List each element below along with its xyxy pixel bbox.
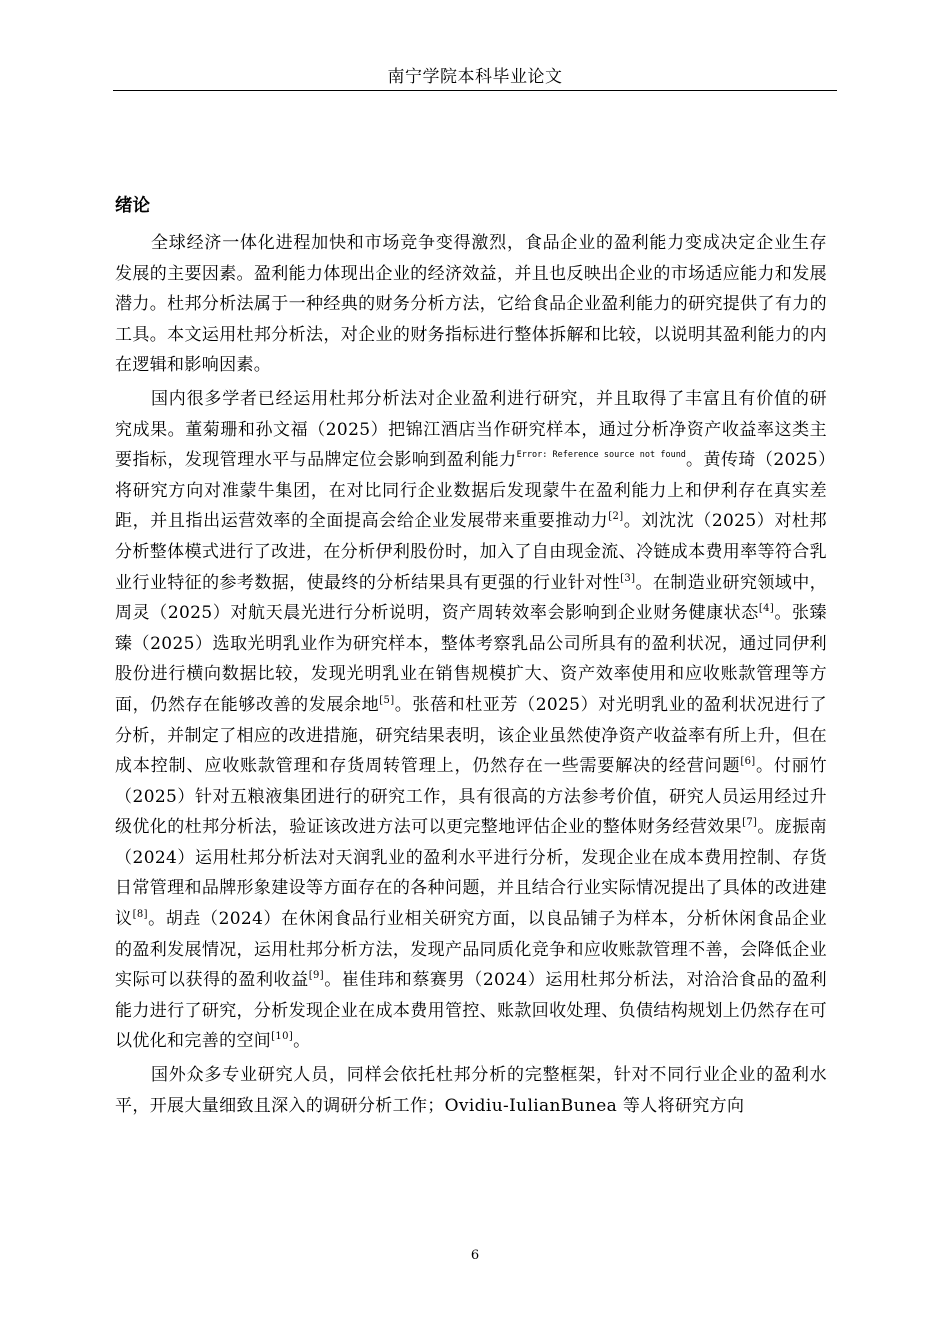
- body-text: [115, 228, 827, 1124]
- paragraph-text: 。在制造业研究领域中，周灵（2025）对航天晨光进行分析说明，资产周转效率会影响到企业财务健康状态: [115, 572, 827, 624]
- paragraph-text: 。刘沈沈（2025）对杜邦分析整体模式进行了改进，在分析伊利股份时，加入了自由现金流、冷链成本费用率等符合乳业行业特征的参考数据，使最终的分析结果具有更强的行业针对性: [115, 511, 827, 593]
- citation-marker: [10]: [271, 1031, 294, 1043]
- citation-marker: [3]: [620, 572, 636, 584]
- citation-marker: [8]: [132, 909, 148, 921]
- body-paragraph: [115, 1060, 827, 1121]
- citation-marker: [2]: [608, 511, 624, 523]
- paragraph-text: 国外众多专业研究人员，同样会依托杜邦分析的完整框架，针对不同行业企业的盈利水平，开展大量细致且深入的调研分析工作；Ovidiu-IulianBunea 等人将研究方向: [115, 1065, 827, 1116]
- citation-marker: [9]: [308, 970, 325, 982]
- paragraph-text: 全球经济一体化进程加快和市场竞争变得激烈，食品企业的盈利能力变成决定企业生存发展的主要因素。盈利能力体现出企业的经济效益，并且也反映出企业的市场适应能力和发展潜力。杜邦分析法属于一种经典的财务分析方法，它给食品企业盈利能力的研究提供了有力的工具。本文运用杜邦分析法，对企业的财务指标进行整体拆解和比较，以说明其盈利能力的内在逻辑和影响因素。: [115, 233, 827, 376]
- page-number: 6: [470, 1248, 480, 1263]
- running-header-title: 南宁学院本科毕业论文: [387, 67, 563, 87]
- paragraph-text: 。黄传琦（2025）将研究方向对准蒙牛集团，在对比同行企业数据后发现蒙牛在盈利能力上和伊利存在真实差距，并且指出运营效率的全面提高会给企业发展带来重要推动力: [115, 450, 827, 532]
- paragraph-text: 。张臻臻（2025）选取光明乳业作为研究样本，整体考察乳品公司所具有的盈利状况，通过同伊利股份进行横向数据比较，发现光明乳业在销售规模扩大、资产效率使用和应收账款管理等方面，仍然存在能够改善的发展余地: [115, 603, 827, 715]
- paragraph-text: 。庞振南（2024）运用杜邦分析法对天润乳业的盈利水平进行分析，发现企业在成本费用控制、存货日常管理和品牌形象建设等方面存在的各种问题，并且结合行业实际情况提出了具体的改进建议: [115, 817, 827, 930]
- paragraph-text: 。张蓓和杜亚芳（2025）对光明乳业的盈利状况进行了分析，并制定了相应的改进措施，研究结果表明，该企业虽然使净资产收益率有所上升，但在成本控制、应收账款管理和存货周转管理上，仍然存在一些需要解决的经营问题: [115, 694, 827, 777]
- body-paragraph: [115, 228, 827, 381]
- paragraph-text: 。付丽竹（2025）针对五粮液集团进行的研究工作，具有很高的方法参考价值，研究人员运用经过升级优化的杜邦分析法，验证该改进方法可以更完整地评估企业的整体财务经营效果: [115, 756, 827, 838]
- citation-marker: [4]: [758, 603, 775, 615]
- section-heading: 绪论: [115, 196, 150, 216]
- paragraph-text: 国内很多学者已经运用杜邦分析法对企业盈利进行研究，并且取得了丰富且有价值的研究成果。董菊珊和孙文福（2025）把锦江酒店当作研究样本，通过分析净资产收益率这类主要指标，发现管理水平与品牌定位会影响到盈利能力: [115, 388, 827, 471]
- citation-marker: [6]: [740, 756, 756, 768]
- body-paragraph: [115, 384, 827, 1057]
- paragraph-text: 。崔佳玮和蔡赛男（2024）运用杜邦分析法，对洽洽食品的盈利能力进行了研究，分析发现企业在成本费用管控、账款回收处理、负债结构规划上仍然存在可以优化和完善的空间: [115, 970, 827, 1052]
- reference-error-marker: Error: Reference source not found: [516, 450, 686, 461]
- citation-marker: [7]: [742, 817, 758, 829]
- citation-marker: [5]: [379, 694, 395, 706]
- paragraph-text: 。: [293, 1031, 311, 1052]
- header-rule: [113, 90, 837, 91]
- paragraph-text: 。胡垚（2024）在休闲食品行业相关研究方面，以良品铺子为样本，分析休闲食品企业的盈利发展情况，运用杜邦分析方法，发现产品同质化竞争和应收账款管理不善，会降低企业实际可以获得的盈利收益: [115, 909, 827, 991]
